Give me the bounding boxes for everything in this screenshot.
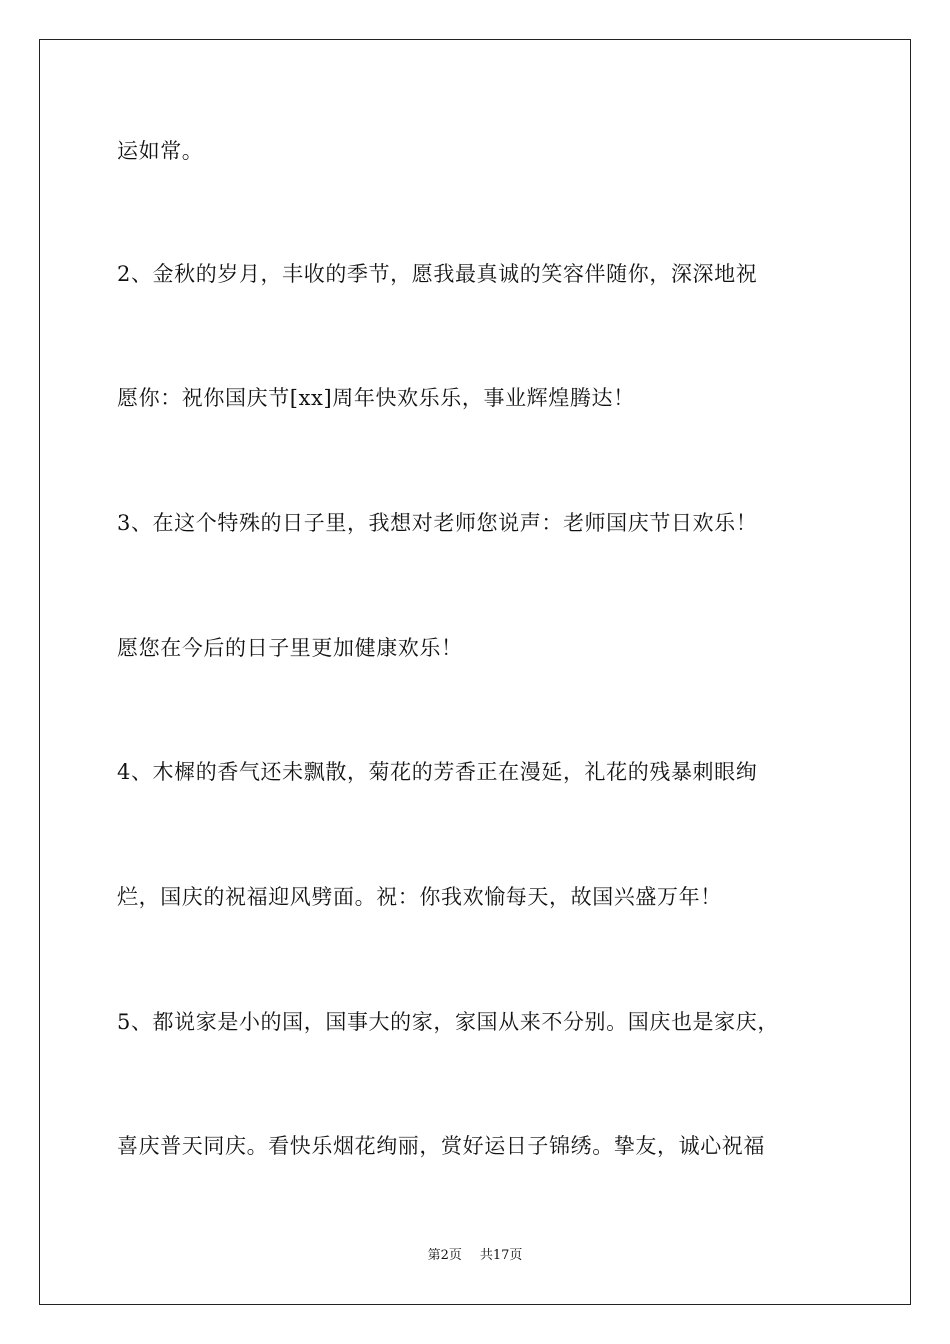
- text-line: 愿您在今后的日子里更加健康欢乐！: [117, 636, 463, 660]
- page-number: 第2页: [427, 1248, 462, 1263]
- page-border: [39, 39, 911, 1305]
- text-line: 3、在这个特殊的日子里，我想对老师您说声：老师国庆节日欢乐！: [117, 511, 758, 535]
- page-total: 共17页: [479, 1248, 523, 1263]
- text-line: 愿你：祝你国庆节[xx]周年快欢乐乐，事业辉煌腾达！: [117, 386, 635, 410]
- text-line: 喜庆普天同庆。看快乐烟花绚丽，赏好运日子锦绣。挚友，诚心祝福: [117, 1134, 765, 1158]
- page-footer: [0, 1247, 950, 1265]
- text-line: 运如常。: [117, 139, 204, 163]
- text-line: 5、都说家是小的国，国事大的家，家国从来不分别。国庆也是家庆，: [117, 1010, 779, 1034]
- text-line: 烂，国庆的祝福迎风劈面。祝：你我欢愉每天，故国兴盛万年！: [117, 885, 722, 909]
- text-line: 4、木樨的香气还未飘散，菊花的芳香正在漫延，礼花的残暴刺眼绚: [117, 760, 758, 784]
- text-line: 2、金秋的岁月，丰收的季节，愿我最真诚的笑容伴随你，深深地祝: [117, 262, 758, 286]
